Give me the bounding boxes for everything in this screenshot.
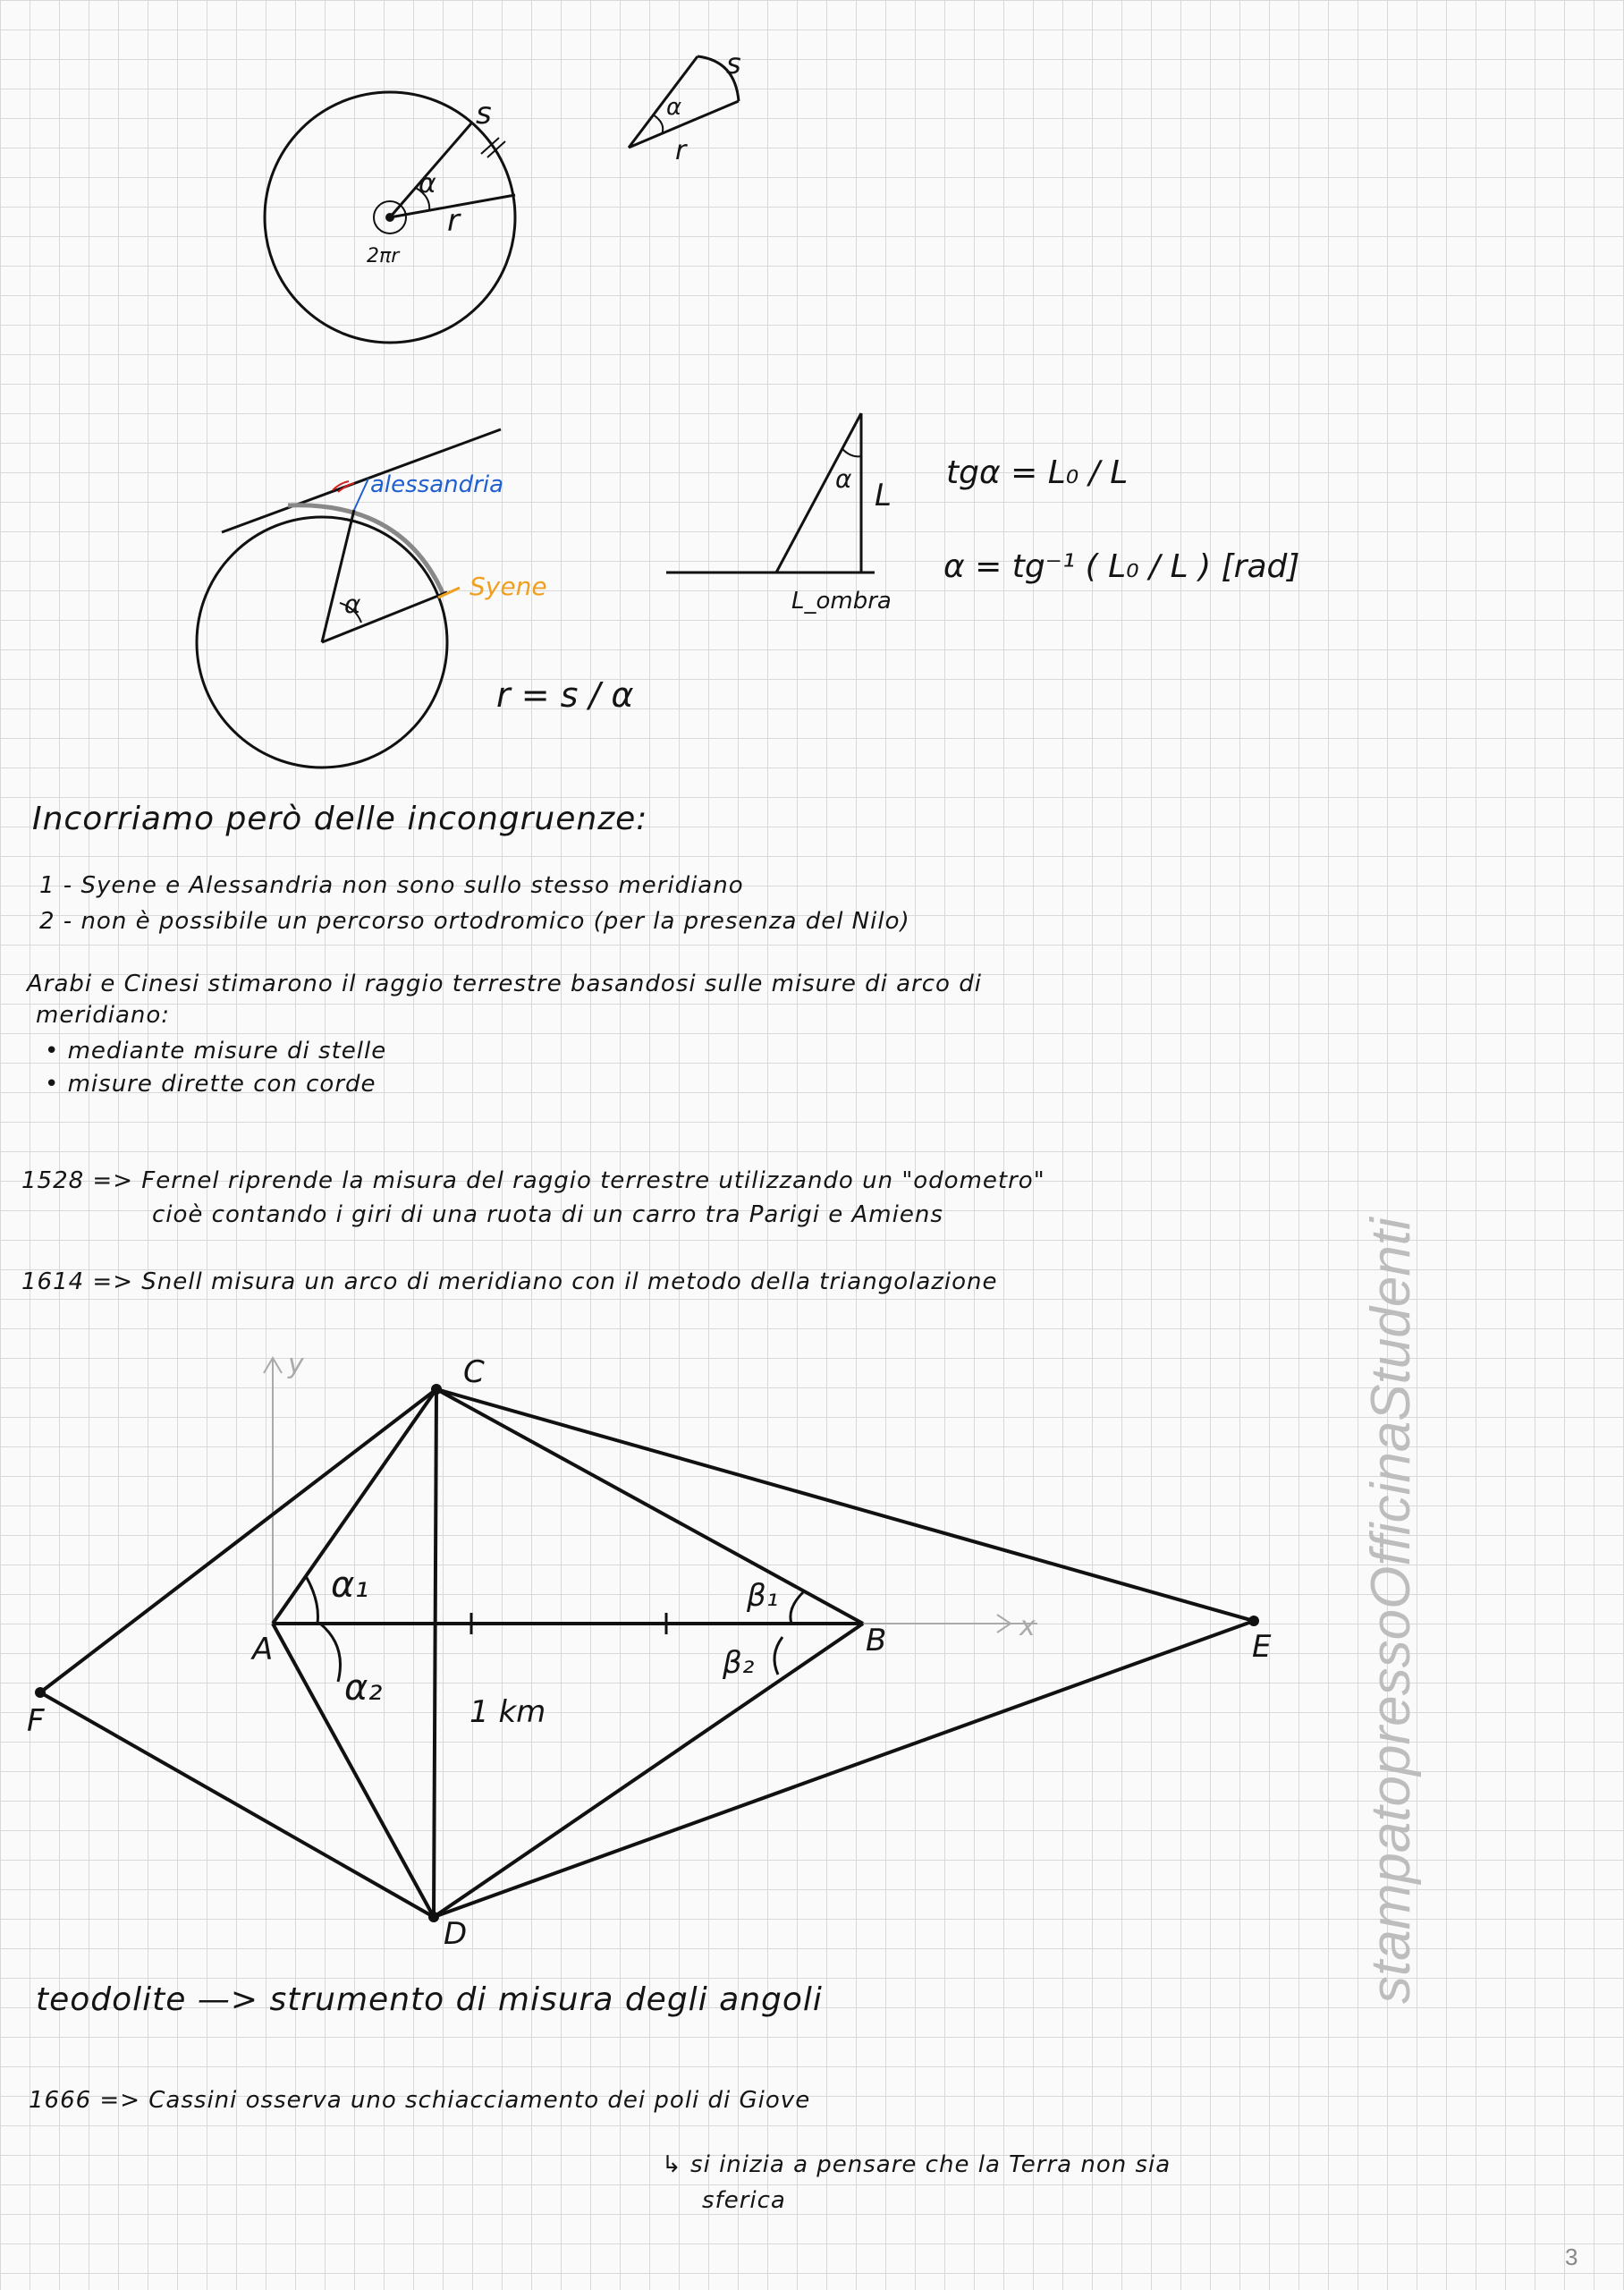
point-2: 2 - non è possibile un percorso ortodromico (per la presenza del Nilo)	[39, 908, 910, 935]
fernel-line-2: cioè contando i giri di una ruota di un carro tra Parigi e Amiens	[152, 1201, 943, 1228]
sector-label-r: r	[675, 135, 687, 166]
segment-CD	[434, 1389, 436, 1917]
angle-arc-alpha1	[306, 1576, 317, 1624]
bullet-2: • misure dirette con corde	[45, 1071, 376, 1098]
cassini-sub-1: ↳ si inizia a pensare che la Terra non sia	[662, 2151, 1171, 2178]
axis-x-label: x	[1019, 1611, 1036, 1642]
label-E: E	[1252, 1629, 1272, 1665]
formula-r: r = s / α	[496, 675, 634, 715]
label-alpha-earth: α	[344, 589, 361, 619]
cassini-line: 1666 => Cassini osserva uno schiacciamento dei poli di Giove	[29, 2087, 811, 2114]
tri-label-lombra: L_ombra	[791, 588, 892, 615]
point-E	[1248, 1616, 1259, 1626]
tri-label-L: L	[875, 478, 892, 513]
point-F	[35, 1687, 46, 1698]
label-s: s	[476, 96, 492, 131]
label-r: r	[447, 203, 460, 239]
label-unit: 1 km	[469, 1694, 546, 1730]
formula-tg: tgα = L₀ / L	[946, 454, 1129, 491]
segment-DE	[434, 1621, 1254, 1917]
sector-label-s: s	[726, 47, 741, 81]
label-C: C	[463, 1354, 485, 1390]
axis-y-label: y	[288, 1349, 304, 1380]
label-alpha2: α₂	[344, 1667, 383, 1709]
label-2pr: 2πr	[367, 245, 400, 267]
segment-BC	[436, 1389, 863, 1624]
label-syene: Syene	[469, 572, 547, 601]
label-alpha1: α₁	[331, 1565, 369, 1606]
watermark: stampatopressoOfficinaStudenti	[1360, 1217, 1422, 2004]
label-B: B	[866, 1623, 887, 1658]
formula-alpha: α = tg⁻¹ ( L₀ / L ) [rad]	[943, 548, 1300, 585]
label-alessandria: alessandria	[370, 471, 504, 498]
bullet-1: • mediante misure di stelle	[45, 1038, 387, 1064]
label-F: F	[27, 1703, 45, 1739]
sector-label-alpha: α	[666, 94, 682, 121]
page-number: 3	[1565, 2243, 1578, 2270]
incongruenze-heading: Incorriamo però delle incongruenze:	[32, 801, 648, 837]
label-D: D	[444, 1916, 468, 1952]
label-A: A	[252, 1632, 274, 1667]
teodolite-line: teodolite —> strumento di misura degli angoli	[36, 1981, 823, 2018]
point-D	[428, 1912, 439, 1922]
fernel-line-1: 1528 => Fernel riprende la misura del raggio terrestre utilizzando un "odometro"	[21, 1167, 1045, 1194]
arabi-line-1: Arabi e Cinesi stimarono il raggio terrestre basandosi sulle misure di arco di	[27, 971, 982, 997]
cassini-sub-2: sferica	[702, 2187, 786, 2214]
tri-label-alpha: α	[835, 464, 852, 494]
label-beta1: β₁	[747, 1578, 779, 1614]
segment-BD	[434, 1624, 863, 1917]
snell-line: 1614 => Snell misura un arco di meridiano con il metodo della triangolazione	[21, 1268, 998, 1295]
angle-arc-beta2	[774, 1637, 782, 1675]
point-1: 1 - Syene e Alessandria non sono sullo stesso meridiano	[39, 872, 744, 899]
segment-CE	[436, 1389, 1254, 1621]
arabi-line-2: meridiano:	[36, 1002, 171, 1029]
segment-DF	[40, 1692, 434, 1917]
label-alpha: α	[419, 168, 436, 199]
angle-arc-alpha2	[320, 1624, 341, 1682]
angle-arc-beta1	[791, 1592, 803, 1624]
point-C	[431, 1384, 442, 1395]
segment-CF	[40, 1389, 436, 1692]
label-beta2: β₂	[723, 1645, 755, 1681]
